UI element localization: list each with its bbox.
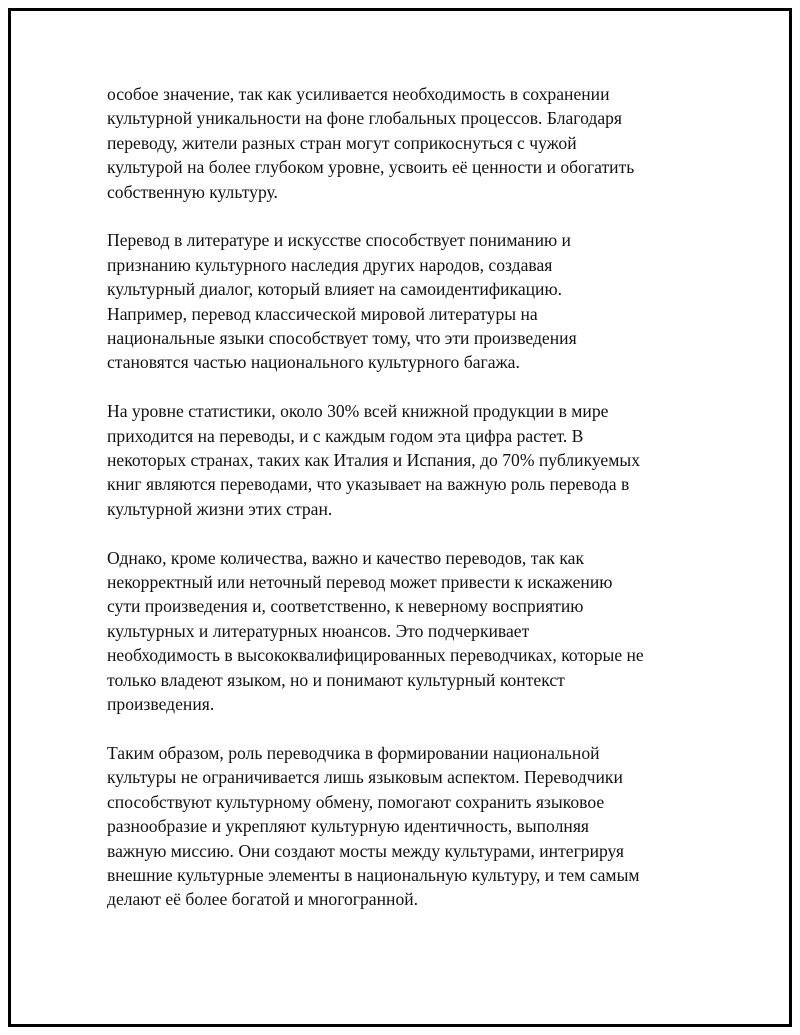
text-line: культурой на более глубоком уровне, усвоить её ценности и обогатить bbox=[107, 157, 635, 178]
text-line: культурных и литературных нюансов. Это подчеркивает bbox=[107, 620, 530, 641]
text-line: культурный диалог, который влияет на самоидентификацию. bbox=[107, 279, 563, 300]
text-line: важную миссию. Они создают мосты между культурами, интегрируя bbox=[107, 840, 625, 861]
text-line: приходится на переводы, и с каждым годом эта цифра растет. В bbox=[107, 425, 584, 446]
text-line: только владеют языком, но и понимают культурный контекст bbox=[107, 669, 565, 690]
text-line: книг являются переводами, что указывает на важную роль перевода в bbox=[107, 474, 630, 495]
text-line: Однако, кроме количества, важно и качество переводов, так как bbox=[107, 547, 585, 568]
paragraph-3 bbox=[107, 399, 687, 521]
text-line: культуры не ограничивается лишь языковым аспектом. Переводчики bbox=[107, 767, 623, 788]
paragraph-5 bbox=[107, 741, 687, 912]
document-body bbox=[107, 82, 687, 936]
paragraph-2 bbox=[107, 228, 687, 374]
text-line: культурной уникальности на фоне глобальных процессов. Благодаря bbox=[107, 108, 623, 129]
text-line: особое значение, так как усиливается необходимость в сохранении bbox=[107, 84, 610, 104]
text-line: Перевод в литературе и искусстве способствует пониманию и bbox=[107, 230, 571, 251]
text-line: внешние культурные элементы в национальную культуру, и тем самым bbox=[107, 864, 640, 885]
text-line: признанию культурного наследия других народов, создавая bbox=[107, 254, 553, 275]
text-line: способствуют культурному обмену, помогают сохранить языковое bbox=[107, 791, 605, 812]
text-line: произведения. bbox=[107, 694, 215, 715]
text-line: некорректный или неточный перевод может привести к искажению bbox=[107, 572, 613, 593]
text-line: культурной жизни этих стран. bbox=[107, 498, 333, 519]
text-line: На уровне статистики, около 30% всей книжной продукции в мире bbox=[107, 401, 609, 422]
text-line: разнообразие и укрепляют культурную идентичность, выполняя bbox=[107, 816, 590, 837]
text-line: некоторых странах, таких как Италия и Испания, до 70% публикуемых bbox=[107, 450, 640, 471]
text-line: национальные языки способствует тому, что эти произведения bbox=[107, 328, 577, 349]
text-line: Таким образом, роль переводчика в формировании национальной bbox=[107, 742, 600, 763]
text-line: делают её более богатой и многогранной. bbox=[107, 889, 419, 910]
text-line: необходимость в высококвалифицированных переводчиках, которые не bbox=[107, 645, 644, 666]
text-line: Например, перевод классической мировой литературы на bbox=[107, 303, 538, 324]
text-line: сути произведения и, соответственно, к неверному восприятию bbox=[107, 596, 584, 617]
text-line: собственную культуру. bbox=[107, 181, 278, 202]
paragraph-1 bbox=[107, 82, 687, 204]
text-line: переводу, жители разных стран могут соприкоснуться с чужой bbox=[107, 132, 577, 153]
paragraph-4 bbox=[107, 546, 687, 717]
text-line: становятся частью национального культурного багажа. bbox=[107, 352, 520, 373]
